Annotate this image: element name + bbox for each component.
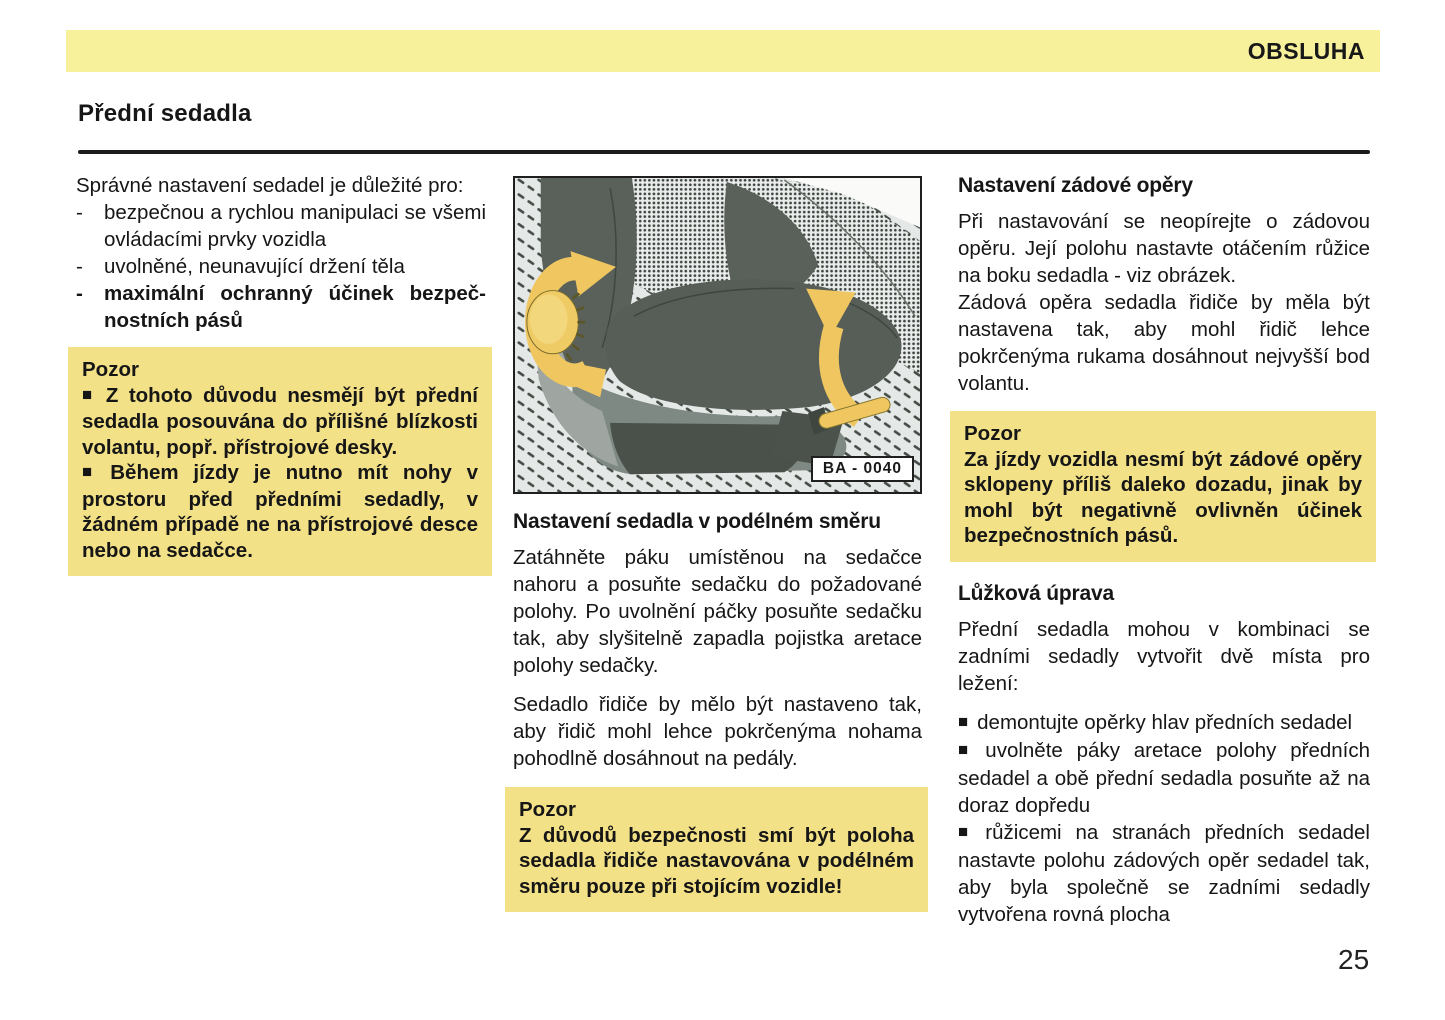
dash-list bbox=[76, 199, 486, 334]
dash-item-text: maximální ochranný účinek bezpečnostních pásů bbox=[104, 282, 486, 332]
dash-marker: - bbox=[76, 201, 83, 224]
figure-code-label: BA - 0040 bbox=[811, 456, 914, 482]
dash-marker: - bbox=[76, 282, 83, 305]
section-heading: Nastavení sedadla v podélném směru bbox=[513, 510, 881, 533]
dash-item-text: uvolněné, neunavující držení těla bbox=[104, 255, 405, 278]
dash-item bbox=[76, 280, 486, 334]
bullet-text: růžicemi na stranách předních sedadel nastavte polohu zádových opěr sedadel tak, aby byla společně se zadními sedadly vytvořena rovná plocha bbox=[958, 820, 1370, 926]
warning-box bbox=[68, 347, 492, 576]
dash-item-text: bezpečnou a rychlou manipulaci se všemi ovládacími prvky vozidla bbox=[104, 201, 486, 251]
paragraph: Sedadlo řidiče by mělo být nastaveno tak, aby řidič mohl lehce pokrčenýma nohama pohodlně dosáhnout na pedály. bbox=[513, 693, 922, 770]
warning-title: Pozor bbox=[82, 358, 139, 381]
chapter-label: OBSLUHA bbox=[1247, 38, 1365, 64]
seat-cushion bbox=[606, 279, 902, 410]
title-rule bbox=[78, 150, 1370, 154]
bullet-item bbox=[958, 819, 1370, 928]
bullet-square-icon: ■ bbox=[82, 462, 102, 481]
bullet-square-icon: ■ bbox=[958, 739, 977, 759]
dash-item bbox=[76, 253, 486, 280]
section-heading: Nastavení zádové opěry bbox=[958, 174, 1193, 197]
warning-text: Z důvodů bezpečnosti smí být poloha sedadla řidiče nastavována v podélném směru pouze při stojícím vozidle! bbox=[519, 823, 914, 898]
warning-item-text: Během jízdy je nutno mít nohy v prostoru před předními sedadly, v žádném případě ne na přístrojové desce nebo na sedačce. bbox=[82, 461, 478, 562]
column-left bbox=[76, 172, 486, 576]
warning-title: Pozor bbox=[519, 798, 576, 821]
section-heading: Lůžková úprava bbox=[958, 581, 1114, 605]
bullet-text: uvolněte páky aretace polohy předních sedadel a obě přední sedadla posuňte až na doraz dopředu bbox=[958, 738, 1371, 817]
warning-item bbox=[82, 383, 478, 461]
header-bar bbox=[66, 30, 1380, 72]
column-right bbox=[958, 172, 1370, 928]
intro-paragraph: Správné nastavení sedadel je důležité pro: bbox=[76, 174, 464, 197]
warning-text: Za jízdy vozidla nesmí být zádové opěry sklopeny příliš daleko dozadu, jinak by mohl být negativně ovlivněn účinek bezpečnostních pásů. bbox=[964, 447, 1362, 547]
dash-item bbox=[76, 199, 486, 253]
bullet-item bbox=[958, 737, 1370, 819]
column-middle bbox=[513, 508, 922, 912]
warning-item bbox=[82, 460, 478, 563]
bullet-square-icon: ■ bbox=[82, 384, 97, 404]
bullet-item bbox=[958, 709, 1370, 737]
paragraph: Zádová opěra sedadla řidiče by měla být nastavena tak, aby mohl řidič lehce pokrčenýma rukama dosáhnout nejvyšší bod volantu. bbox=[958, 291, 1370, 395]
warning-item-text: Z tohoto důvodu nesmějí být přední sedadla posouvána do přílišné blízkosti volantu, popř. přístrojové desky. bbox=[82, 383, 478, 459]
bullet-text: demontujte opěrky hlav předních sedadel bbox=[977, 710, 1353, 734]
page-title: Přední sedadla bbox=[78, 100, 252, 127]
warning-box bbox=[505, 787, 928, 912]
warning-title: Pozor bbox=[964, 422, 1021, 445]
paragraph: Přední sedadla mohou v kombinaci se zadními sedadly vytvořit dvě místa pro ležení: bbox=[958, 617, 1370, 695]
page-number: 25 bbox=[1338, 944, 1370, 975]
paragraph: Při nastavování se neopírejte o zádovou opěru. Její polohu nastavte otáčením růžice na boku sedadla - viz obrázek. bbox=[958, 210, 1370, 287]
bullet-square-icon: ■ bbox=[958, 711, 969, 731]
bullet-square-icon: ■ bbox=[958, 821, 977, 841]
dash-marker: - bbox=[76, 255, 83, 278]
figure-frame bbox=[513, 176, 922, 494]
seat-illustration bbox=[515, 178, 920, 492]
warning-box bbox=[950, 411, 1376, 562]
paragraph: Zatáhněte páku umístěnou na sedačce nahoru a posuňte sedačku do požadované polohy. Po uvolnění páčky posuňte sedačku tak, aby slyšitelně zapadla pojistka aretace polohy sedačky. bbox=[513, 546, 922, 677]
